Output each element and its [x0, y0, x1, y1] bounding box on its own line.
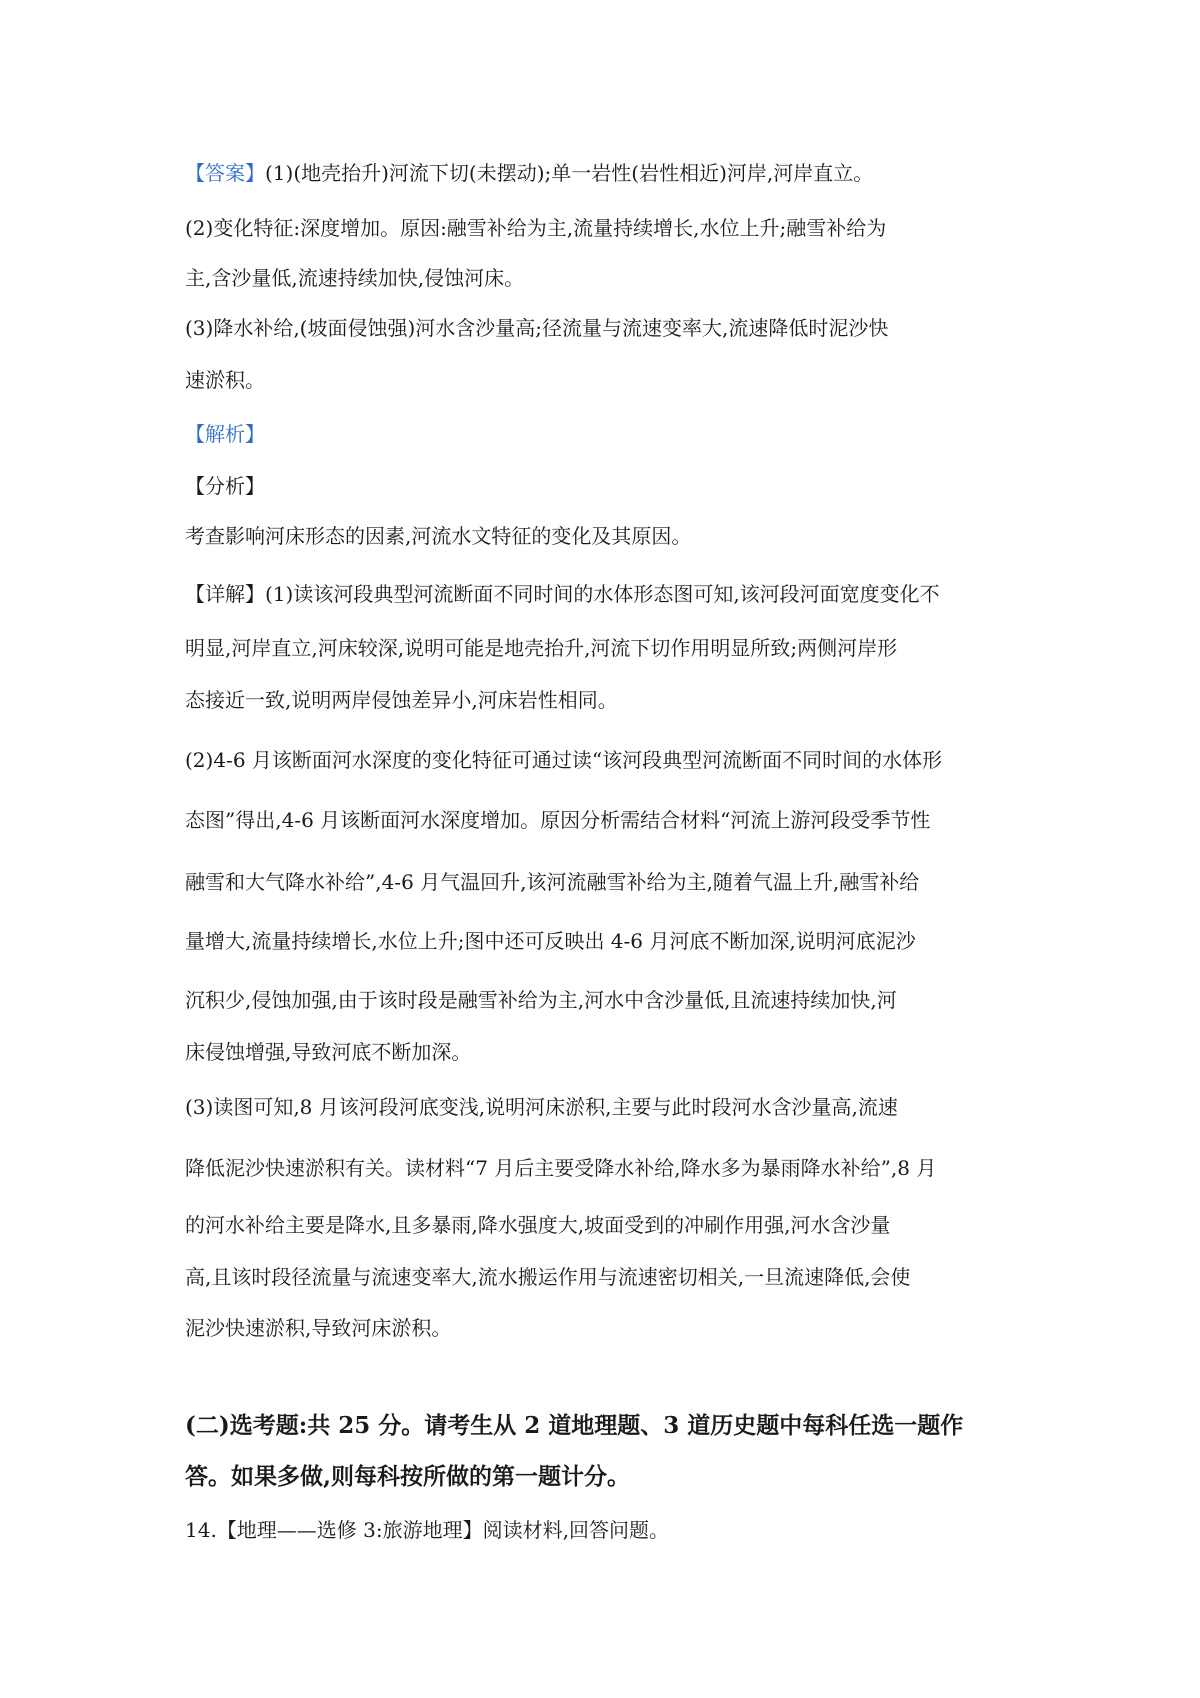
- detail-line: 态图”得出,4-6 月该断面河水深度增加。原因分析需结合材料“河流上游河段受季节性: [185, 808, 931, 832]
- detail-line: 床侵蚀增强,导致河底不断加深。: [185, 1040, 472, 1064]
- detail-line: (3)读图可知,8 月该河段河底变浅,说明河床淤积,主要与此时段河水含沙量高,流速: [185, 1095, 898, 1119]
- analysis-sub-tag: 【分析】: [185, 474, 265, 498]
- analysis-tag: 【解析】: [185, 422, 265, 446]
- answer-line-5: 速淤积。: [185, 368, 265, 392]
- detail-line: 明显,河岸直立,河床较深,说明可能是地壳抬升,河流下切作用明显所致;两侧河岸形: [185, 636, 898, 660]
- answer-line-4: (3)降水补给,(坡面侵蚀强)河水含沙量高;径流量与流速变率大,流速降低时泥沙快: [185, 316, 889, 340]
- section-heading-2: 答。如果多做,则每科按所做的第一题计分。: [185, 1463, 631, 1490]
- analysis-text: 考查影响河床形态的因素,河流水文特征的变化及其原因。: [185, 524, 692, 548]
- answer-text-1: (1)(地壳抬升)河流下切(未摆动);单一岩性(岩性相近)河岸,河岸直立。: [265, 161, 874, 185]
- answer-tag: 【答案】: [185, 161, 265, 185]
- detail-line: 态接近一致,说明两岸侵蚀差异小,河床岩性相同。: [185, 688, 618, 712]
- answer-line-1: [185, 157, 1045, 189]
- question-14: 14.【地理——选修 3:旅游地理】阅读材料,回答问题。: [185, 1518, 669, 1542]
- answer-line-2: (2)变化特征:深度增加。原因:融雪补给为主,流量持续增长,水位上升;融雪补给为: [185, 216, 887, 240]
- detail-line: (2)4-6 月该断面河水深度的变化特征可通过读“该河段典型河流断面不同时间的水体形: [185, 748, 943, 772]
- section-heading-1: (二)选考题:共 25 分。请考生从 2 道地理题、3 道历史题中每科任选一题作: [185, 1412, 964, 1439]
- detail-line: 的河水补给主要是降水,且多暴雨,降水强度大,坡面受到的冲刷作用强,河水含沙量: [185, 1213, 891, 1237]
- answer-line-3: 主,含沙量低,流速持续加快,侵蚀河床。: [185, 266, 525, 290]
- detail-line: 泥沙快速淤积,导致河床淤积。: [185, 1316, 452, 1340]
- detail-line: 高,且该时段径流量与流速变率大,流水搬运作用与流速密切相关,一旦流速降低,会使: [185, 1265, 911, 1289]
- detail-line: 沉积少,侵蚀加强,由于该时段是融雪补给为主,河水中含沙量低,且流速持续加快,河: [185, 988, 897, 1012]
- detail-line: 量增大,流量持续增长,水位上升;图中还可反映出 4-6 月河底不断加深,说明河底泥沙: [185, 929, 916, 953]
- detail-line: 【详解】(1)读该河段典型河流断面不同时间的水体形态图可知,该河段河面宽度变化不: [185, 582, 940, 606]
- detail-line: 融雪和大气降水补给”,4-6 月气温回升,该河流融雪补给为主,随着气温上升,融雪补给: [185, 870, 920, 894]
- detail-line: 降低泥沙快速淤积有关。读材料“7 月后主要受降水补给,降水多为暴雨降水补给”,8 月: [185, 1156, 937, 1180]
